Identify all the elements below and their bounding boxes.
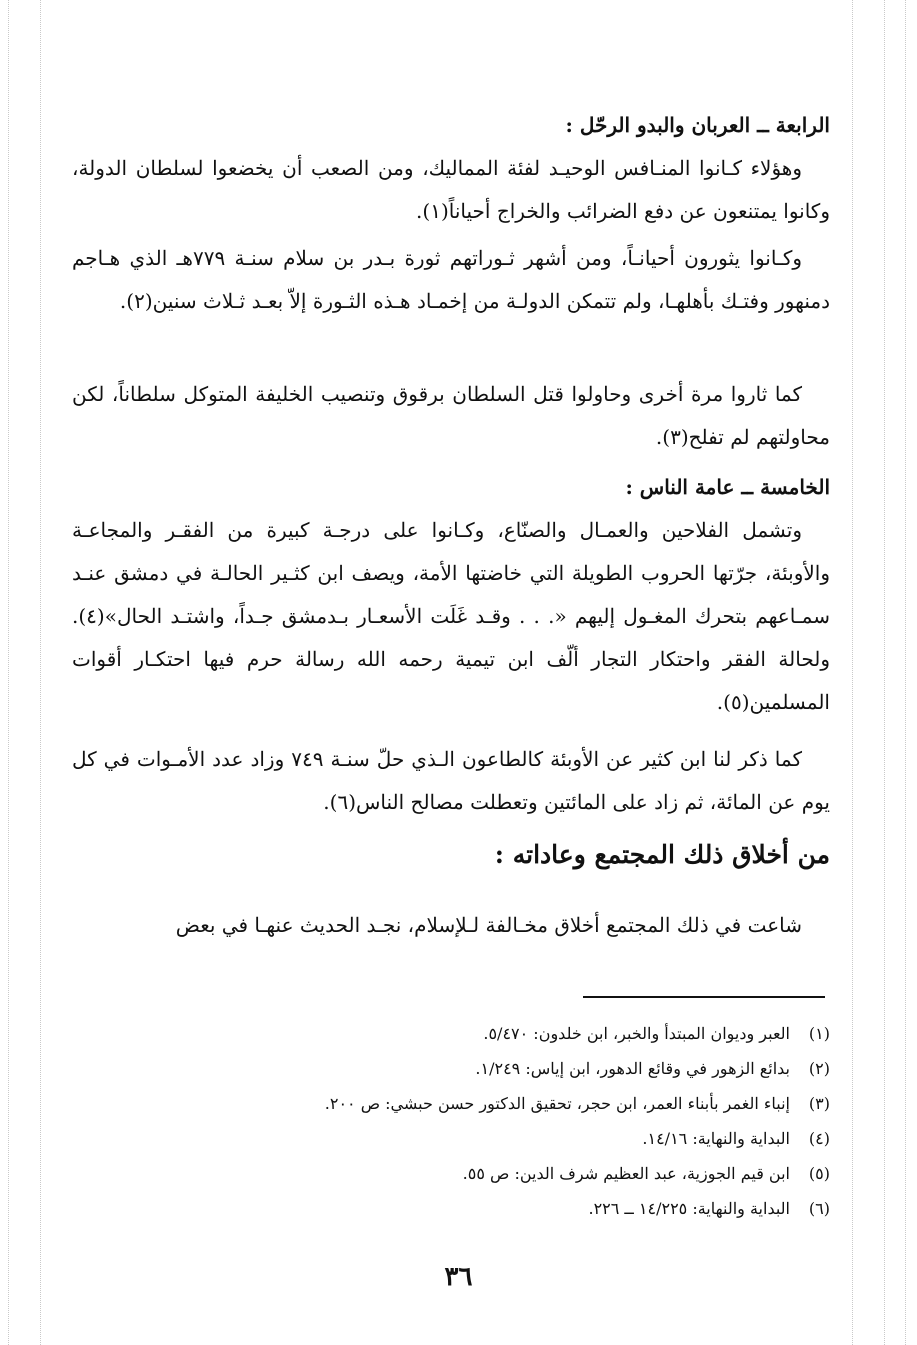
footnote [150, 1051, 830, 1086]
footnote [150, 1086, 830, 1121]
paragraph: وتشمل الفلاحين والعمـال والصنّاع، وكـانوا على درجـة كبيرة من الفقـر والمجاعـة والأوبئة، جرّتها الحروب الطويلة التي خاضتها الأمة، ويصف ابن كثـير الحالـة في دمشق عنـد سمـاعهم بتحرك المغـول إليهم «. . . وقـد غَلَت الأسعـار بـدمشق جـداً، واشتـد الحال»(٤). ولحالة الفقر واحتكار التجار ألّف ابن تيمية رحمه الله رسالة حرم فيها احتكـار أقوات المسلمين(٥). [72, 518, 830, 714]
footnote-text: العبر وديوان المبتدأ والخبر، ابن خلدون: ٥/٤٧٠. [483, 1024, 790, 1043]
paragraph: كما ذكر لنا ابن كثير عن الأوبئة كالطاعون الـذي حلّ سنـة ٧٤٩ وزاد عدد الأمـوات في كل يوم عن المائة، ثم زاد على المائتين وتعطلت مصالح الناس(٦). [72, 747, 830, 814]
section-fourth-para-3 [72, 373, 830, 459]
section-heading-bedouins: الرابعة ــ العربان والبدو الرحّل : [565, 113, 830, 137]
footnote [150, 1016, 830, 1051]
page-number: ٣٦ [444, 1262, 473, 1292]
section-fourth-para-2 [72, 237, 830, 323]
scan-margin-dots [884, 0, 885, 1345]
section-fifth [72, 466, 830, 724]
paragraph: شاعت في ذلك المجتمع أخلاق مخـالفة لـلإسلام، نجـد الحديث عنهـا في بعض [175, 913, 802, 937]
footnote [150, 1156, 830, 1191]
scan-margin-dots [852, 0, 853, 1345]
footnote-text: ابن قيم الجوزية، عبد العظيم شرف الدين: ص ٥٥. [462, 1164, 790, 1183]
section-heading-commoners: الخامسة ــ عامة الناس : [625, 475, 830, 499]
footnote-number: (١) [808, 1024, 830, 1043]
footnote-text: البداية والنهاية: ١٤/٢٢٥ ــ ٢٢٦. [588, 1199, 790, 1218]
footnote-text: البداية والنهاية: ١٤/١٦. [642, 1129, 790, 1148]
scan-margin-dots [8, 0, 9, 1345]
paragraph: وكـانوا يثورون أحيانـاً، ومن أشهر ثـوراتهم ثورة بـدر بن سلام سنـة ٧٧٩هـ الذي هـاجم دمنهور وفتـك بأهلهـا، ولم تتمكن الدولـة من إخمـاد هـذه الثـورة إلاّ بعـد ثـلاث سنين(٢). [72, 246, 830, 313]
footnote-number: (٣) [808, 1094, 830, 1113]
section-fourth [72, 104, 830, 233]
footnote-number: (٢) [808, 1059, 830, 1078]
paragraph: كما ثاروا مرة أخرى وحاولوا قتل السلطان برقوق وتنصيب الخليفة المتوكل سلطاناً، لكن محاولتهم لم تفلح(٣). [72, 382, 830, 449]
footnote-text: بدائع الزهور في وقائع الدهور، ابن إياس: ١/٢٤٩. [475, 1059, 790, 1078]
footnote-number: (٤) [808, 1129, 830, 1148]
footnote [150, 1191, 830, 1226]
chapter-subheading: من أخلاق ذلك المجتمع وعاداته : [494, 840, 830, 869]
scan-margin-dots [905, 0, 906, 1345]
footnote-separator [583, 996, 825, 998]
closing-paragraph-block [72, 904, 830, 947]
footnote-text: إنباء الغمر بأبناء العمر، ابن حجر، تحقيق الدكتور حسن حبشي: ص ٢٠٠. [324, 1094, 790, 1113]
footnote-number: (٥) [808, 1164, 830, 1183]
scan-margin-dots [40, 0, 41, 1345]
paragraph: وهؤلاء كـانوا المنـافس الوحيـد لفئة المماليك، ومن الصعب أن يخضعوا لسلطان الدولة، وكانوا يمتنعون عن دفع الضرائب والخراج أحياناً(١). [72, 156, 830, 223]
footnote [150, 1121, 830, 1156]
footnote-number: (٦) [808, 1199, 830, 1218]
section-fifth-para-2 [72, 738, 830, 824]
footnotes [150, 1016, 830, 1226]
